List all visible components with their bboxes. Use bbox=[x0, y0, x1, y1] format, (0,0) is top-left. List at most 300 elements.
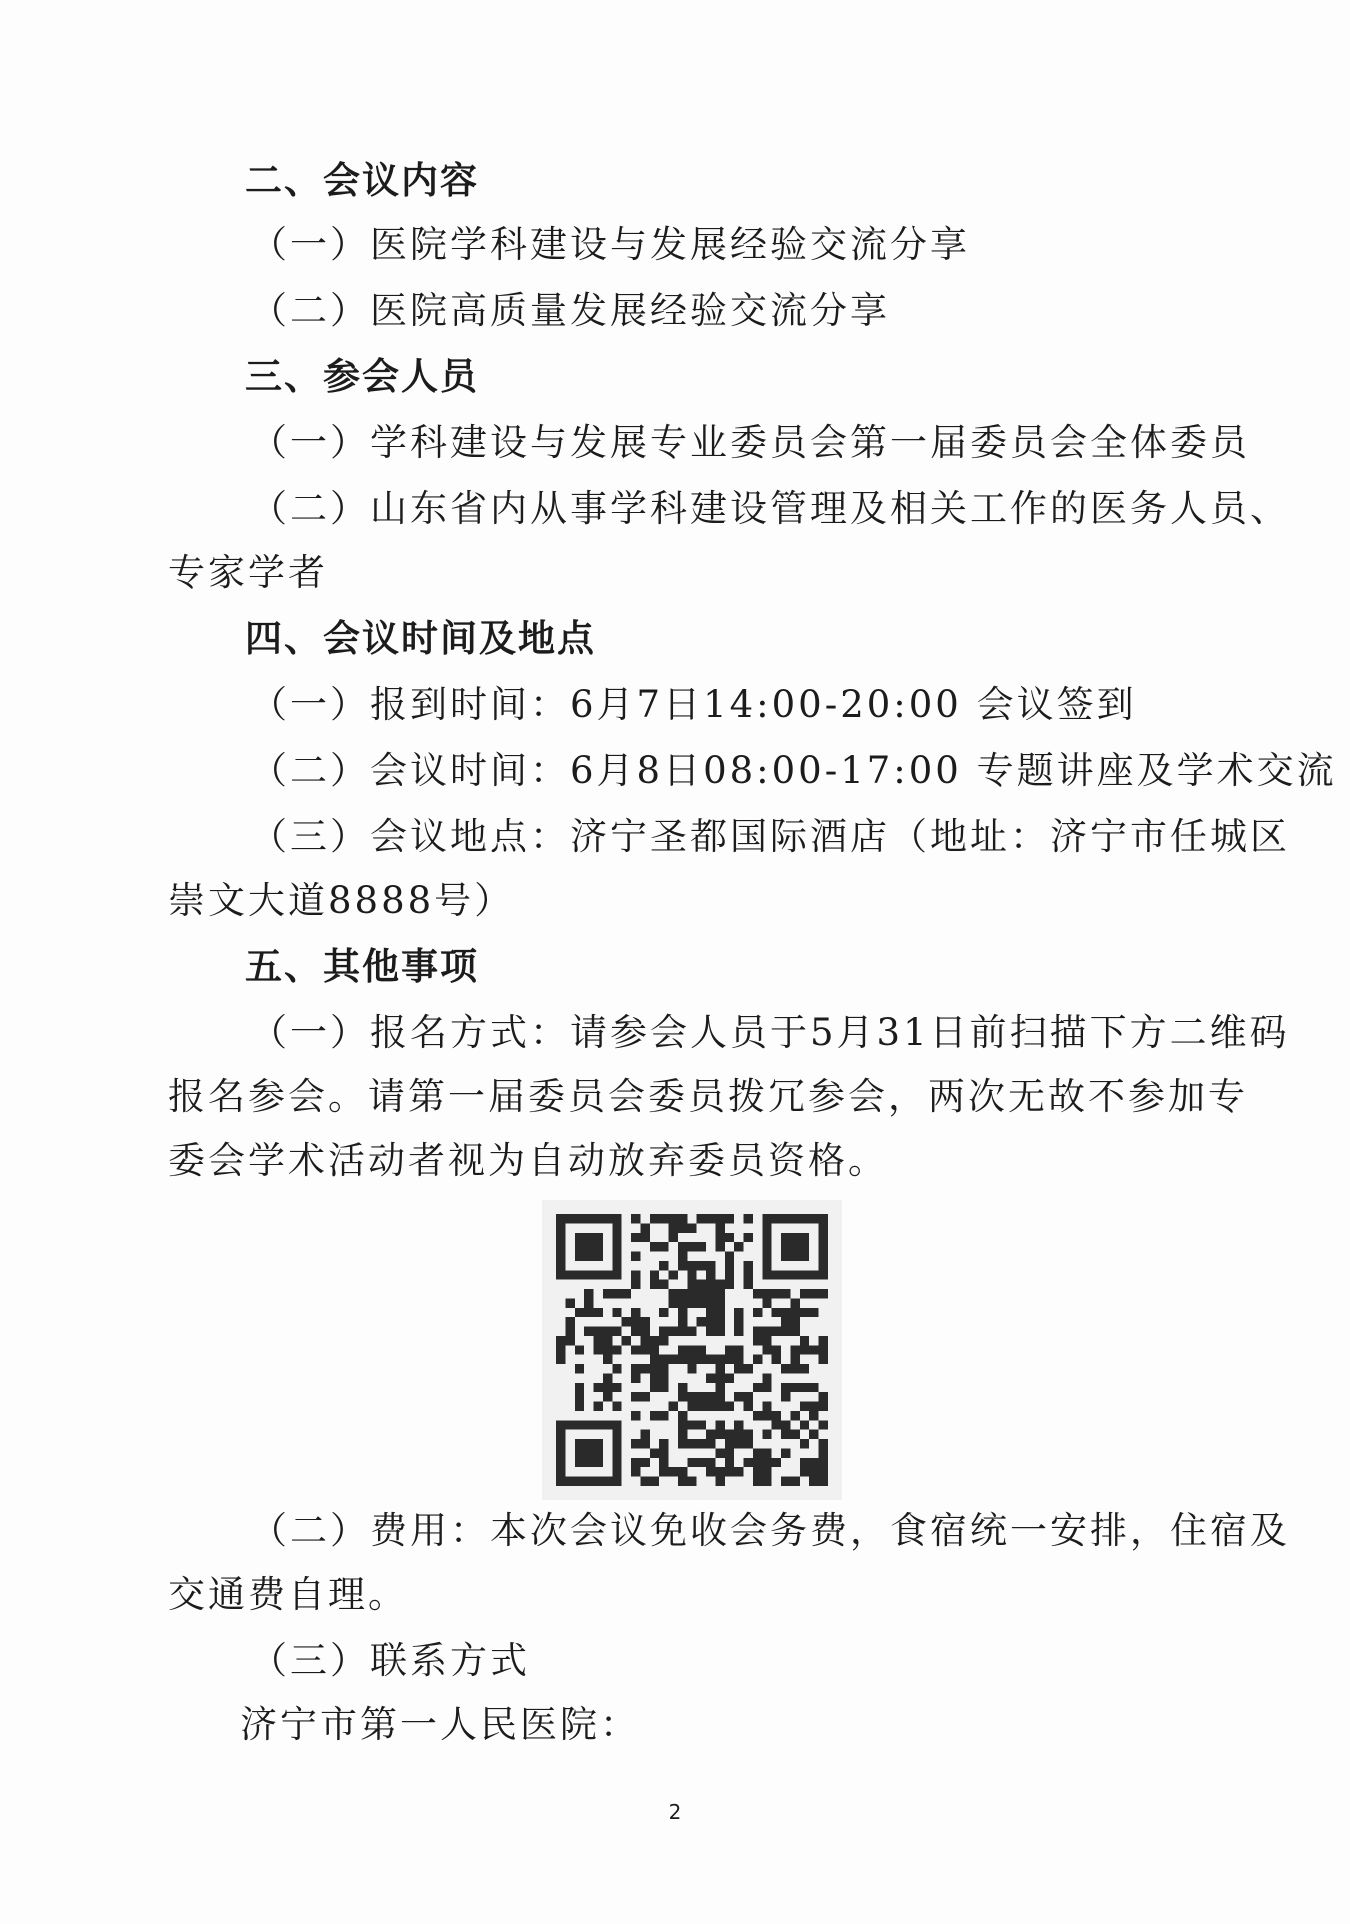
qr-module bbox=[603, 1345, 612, 1354]
qr-module bbox=[772, 1327, 781, 1336]
qr-module bbox=[678, 1383, 687, 1392]
qr-module bbox=[697, 1392, 706, 1401]
qr-module bbox=[715, 1448, 724, 1457]
qr-module bbox=[697, 1439, 706, 1448]
qr-module bbox=[715, 1364, 724, 1373]
qr-module bbox=[800, 1252, 809, 1261]
qr-module bbox=[612, 1289, 621, 1298]
qr-module bbox=[612, 1383, 621, 1392]
qr-module bbox=[631, 1270, 640, 1279]
qr-module bbox=[725, 1458, 734, 1467]
qr-module bbox=[594, 1214, 603, 1223]
qr-module bbox=[734, 1430, 743, 1439]
qr-module bbox=[744, 1430, 753, 1439]
qr-module bbox=[819, 1448, 828, 1457]
qr-module bbox=[603, 1477, 612, 1486]
qr-module bbox=[772, 1308, 781, 1317]
qr-module bbox=[612, 1345, 621, 1354]
qr-module bbox=[669, 1270, 678, 1279]
qr-module bbox=[819, 1233, 828, 1242]
qr-module bbox=[640, 1336, 649, 1345]
qr-module bbox=[631, 1233, 640, 1242]
qr-module bbox=[650, 1280, 659, 1289]
qr-module bbox=[612, 1223, 621, 1232]
qr-module bbox=[800, 1364, 809, 1373]
qr-module bbox=[678, 1261, 687, 1270]
qr-module bbox=[678, 1214, 687, 1223]
qr-module bbox=[565, 1477, 574, 1486]
qr-module bbox=[612, 1261, 621, 1270]
qr-module bbox=[650, 1242, 659, 1251]
qr-module bbox=[753, 1336, 762, 1345]
qr-module bbox=[575, 1233, 584, 1242]
content-item-2: （二）医院高质量发展经验交流分享 bbox=[250, 289, 890, 332]
qr-module bbox=[734, 1355, 743, 1364]
qr-module bbox=[612, 1430, 621, 1439]
qr-module bbox=[809, 1345, 818, 1354]
qr-module bbox=[734, 1439, 743, 1448]
qr-module bbox=[762, 1477, 771, 1486]
qr-module bbox=[687, 1364, 696, 1373]
qr-module bbox=[575, 1420, 584, 1429]
qr-module bbox=[612, 1467, 621, 1476]
qr-module bbox=[612, 1420, 621, 1429]
qr-module bbox=[565, 1214, 574, 1223]
qr-module bbox=[687, 1327, 696, 1336]
qr-module bbox=[790, 1252, 799, 1261]
qr-module bbox=[631, 1439, 640, 1448]
qr-module bbox=[800, 1336, 809, 1345]
qr-module bbox=[715, 1430, 724, 1439]
qr-module bbox=[762, 1373, 771, 1382]
qr-module bbox=[781, 1317, 790, 1326]
qr-module bbox=[715, 1420, 724, 1429]
qr-module bbox=[612, 1214, 621, 1223]
qr-module bbox=[565, 1420, 574, 1429]
qr-module bbox=[603, 1420, 612, 1429]
qr-module bbox=[584, 1458, 593, 1467]
qr-module bbox=[790, 1327, 799, 1336]
qr-module bbox=[687, 1345, 696, 1354]
qr-module bbox=[809, 1477, 818, 1486]
qr-module bbox=[669, 1223, 678, 1232]
qr-module bbox=[772, 1289, 781, 1298]
qr-module bbox=[603, 1373, 612, 1382]
qr-module bbox=[725, 1373, 734, 1382]
qr-module bbox=[622, 1336, 631, 1345]
qr-module bbox=[631, 1308, 640, 1317]
qr-module bbox=[744, 1270, 753, 1279]
qr-module bbox=[575, 1458, 584, 1467]
qr-module bbox=[678, 1242, 687, 1251]
qr-module bbox=[678, 1411, 687, 1420]
qr-module bbox=[659, 1242, 668, 1251]
qr-module bbox=[734, 1364, 743, 1373]
qr-module bbox=[697, 1402, 706, 1411]
qr-module bbox=[594, 1383, 603, 1392]
qr-module bbox=[556, 1430, 565, 1439]
qr-module bbox=[809, 1383, 818, 1392]
qr-module bbox=[762, 1289, 771, 1298]
qr-module bbox=[819, 1439, 828, 1448]
qr-module bbox=[790, 1233, 799, 1242]
qr-module bbox=[800, 1467, 809, 1476]
qr-module bbox=[715, 1327, 724, 1336]
qr-module bbox=[819, 1252, 828, 1261]
qr-module bbox=[706, 1308, 715, 1317]
qr-module bbox=[762, 1223, 771, 1232]
qr-module bbox=[640, 1439, 649, 1448]
qr-module bbox=[809, 1430, 818, 1439]
qr-module bbox=[669, 1402, 678, 1411]
qr-module bbox=[772, 1420, 781, 1429]
qr-module bbox=[594, 1458, 603, 1467]
content-item-1: （一）医院学科建设与发展经验交流分享 bbox=[250, 223, 970, 266]
qr-module bbox=[753, 1477, 762, 1486]
qr-module bbox=[800, 1402, 809, 1411]
qr-module bbox=[790, 1242, 799, 1251]
qr-module bbox=[715, 1280, 724, 1289]
qr-module bbox=[744, 1402, 753, 1411]
fee-info-cont: 交通费自理。 bbox=[168, 1573, 408, 1616]
qr-module bbox=[556, 1477, 565, 1486]
qr-module bbox=[659, 1280, 668, 1289]
qr-module bbox=[631, 1327, 640, 1336]
meeting-place-cont: 崇文大道8888号） bbox=[168, 879, 515, 922]
qr-module bbox=[575, 1448, 584, 1457]
qr-module bbox=[819, 1458, 828, 1467]
qr-module bbox=[650, 1411, 659, 1420]
qr-module bbox=[650, 1477, 659, 1486]
qr-module bbox=[687, 1270, 696, 1279]
qr-module bbox=[744, 1261, 753, 1270]
qr-module bbox=[706, 1430, 715, 1439]
qr-module bbox=[800, 1289, 809, 1298]
qr-module bbox=[790, 1355, 799, 1364]
qr-code[interactable] bbox=[542, 1200, 842, 1500]
qr-module bbox=[725, 1214, 734, 1223]
qr-module bbox=[669, 1467, 678, 1476]
qr-module bbox=[631, 1280, 640, 1289]
qr-module bbox=[781, 1420, 790, 1429]
qr-module bbox=[603, 1392, 612, 1401]
qr-module bbox=[706, 1392, 715, 1401]
qr-module bbox=[612, 1233, 621, 1242]
contact-heading: （三）联系方式 bbox=[250, 1639, 530, 1682]
qr-module bbox=[556, 1439, 565, 1448]
qr-module bbox=[556, 1242, 565, 1251]
qr-module bbox=[687, 1402, 696, 1411]
qr-module bbox=[753, 1327, 762, 1336]
qr-module bbox=[725, 1280, 734, 1289]
qr-module bbox=[706, 1373, 715, 1382]
qr-module bbox=[640, 1345, 649, 1354]
qr-module bbox=[631, 1364, 640, 1373]
qr-module bbox=[603, 1289, 612, 1298]
qr-module bbox=[715, 1373, 724, 1382]
qr-module bbox=[650, 1448, 659, 1457]
qr-module bbox=[556, 1214, 565, 1223]
qr-module bbox=[575, 1402, 584, 1411]
qr-module bbox=[640, 1364, 649, 1373]
qr-module bbox=[762, 1467, 771, 1476]
qr-module bbox=[772, 1355, 781, 1364]
qr-module bbox=[640, 1223, 649, 1232]
qr-module bbox=[612, 1439, 621, 1448]
qr-module bbox=[603, 1355, 612, 1364]
qr-module bbox=[762, 1411, 771, 1420]
qr-module bbox=[631, 1411, 640, 1420]
qr-module bbox=[725, 1355, 734, 1364]
qr-module bbox=[612, 1458, 621, 1467]
qr-module bbox=[687, 1458, 696, 1467]
qr-module bbox=[772, 1214, 781, 1223]
checkin-time: （一）报到时间：6月7日14:00-20:00 会议签到 bbox=[250, 683, 1137, 726]
qr-module bbox=[762, 1298, 771, 1307]
qr-module bbox=[734, 1317, 743, 1326]
qr-module bbox=[659, 1373, 668, 1382]
qr-module bbox=[697, 1420, 706, 1429]
qr-module bbox=[790, 1411, 799, 1420]
qr-module bbox=[594, 1233, 603, 1242]
qr-module bbox=[809, 1214, 818, 1223]
qr-module bbox=[594, 1402, 603, 1411]
registration-method-cont-1: 报名参会。请第一届委员会委员拨冗参会，两次无故不参加专 bbox=[168, 1075, 1248, 1118]
qr-module bbox=[734, 1327, 743, 1336]
attendees-item-2-cont: 专家学者 bbox=[168, 551, 328, 594]
qr-module bbox=[669, 1327, 678, 1336]
qr-module bbox=[565, 1317, 574, 1326]
qr-module bbox=[725, 1233, 734, 1242]
qr-module bbox=[584, 1298, 593, 1307]
qr-module bbox=[819, 1242, 828, 1251]
qr-module bbox=[715, 1233, 724, 1242]
qr-module bbox=[612, 1477, 621, 1486]
qr-module bbox=[725, 1448, 734, 1457]
qr-module bbox=[809, 1289, 818, 1298]
qr-module bbox=[762, 1430, 771, 1439]
qr-module bbox=[669, 1298, 678, 1307]
qr-module bbox=[687, 1223, 696, 1232]
qr-module bbox=[687, 1289, 696, 1298]
qr-module bbox=[659, 1383, 668, 1392]
qr-module bbox=[715, 1402, 724, 1411]
qr-module bbox=[622, 1317, 631, 1326]
qr-module bbox=[584, 1289, 593, 1298]
qr-module bbox=[594, 1327, 603, 1336]
page-number: 2 bbox=[668, 1800, 682, 1824]
qr-module bbox=[631, 1373, 640, 1382]
qr-module bbox=[631, 1345, 640, 1354]
qr-module bbox=[819, 1467, 828, 1476]
qr-module bbox=[781, 1448, 790, 1457]
qr-module bbox=[715, 1242, 724, 1251]
attendees-item-2: （二）山东省内从事学科建设管理及相关工作的医务人员、 bbox=[250, 487, 1290, 530]
qr-module bbox=[715, 1289, 724, 1298]
qr-module bbox=[734, 1392, 743, 1401]
attendees-item-1: （一）学科建设与发展专业委员会第一届委员会全体委员 bbox=[250, 421, 1250, 464]
qr-module bbox=[725, 1402, 734, 1411]
qr-module bbox=[594, 1308, 603, 1317]
qr-module bbox=[706, 1327, 715, 1336]
qr-module bbox=[819, 1392, 828, 1401]
qr-module bbox=[725, 1261, 734, 1270]
qr-code-icon[interactable] bbox=[556, 1214, 828, 1486]
qr-module bbox=[687, 1420, 696, 1429]
qr-module bbox=[715, 1392, 724, 1401]
qr-module bbox=[678, 1345, 687, 1354]
qr-module bbox=[809, 1467, 818, 1476]
qr-module bbox=[715, 1467, 724, 1476]
qr-module bbox=[744, 1280, 753, 1289]
qr-module bbox=[687, 1242, 696, 1251]
qr-module bbox=[762, 1448, 771, 1457]
qr-module bbox=[781, 1364, 790, 1373]
qr-module bbox=[659, 1327, 668, 1336]
qr-module bbox=[697, 1355, 706, 1364]
qr-module bbox=[772, 1270, 781, 1279]
qr-module bbox=[781, 1233, 790, 1242]
qr-module bbox=[603, 1327, 612, 1336]
qr-module bbox=[622, 1289, 631, 1298]
qr-module bbox=[800, 1458, 809, 1467]
qr-module bbox=[556, 1252, 565, 1261]
qr-module bbox=[790, 1214, 799, 1223]
qr-module bbox=[706, 1467, 715, 1476]
qr-module bbox=[650, 1270, 659, 1279]
qr-module bbox=[678, 1223, 687, 1232]
qr-module bbox=[744, 1233, 753, 1242]
qr-module bbox=[650, 1373, 659, 1382]
qr-module bbox=[584, 1214, 593, 1223]
qr-module bbox=[565, 1327, 574, 1336]
qr-module bbox=[556, 1336, 565, 1345]
qr-module bbox=[678, 1355, 687, 1364]
qr-module bbox=[697, 1214, 706, 1223]
qr-module bbox=[640, 1477, 649, 1486]
qr-module bbox=[584, 1270, 593, 1279]
qr-module bbox=[800, 1420, 809, 1429]
qr-module bbox=[659, 1336, 668, 1345]
qr-module bbox=[753, 1355, 762, 1364]
qr-module bbox=[612, 1270, 621, 1279]
qr-module bbox=[809, 1402, 818, 1411]
qr-module bbox=[659, 1448, 668, 1457]
qr-module bbox=[819, 1420, 828, 1429]
qr-module bbox=[781, 1252, 790, 1261]
qr-module bbox=[640, 1430, 649, 1439]
qr-module bbox=[556, 1420, 565, 1429]
qr-module bbox=[781, 1308, 790, 1317]
qr-module bbox=[725, 1439, 734, 1448]
qr-module bbox=[715, 1308, 724, 1317]
qr-module bbox=[697, 1280, 706, 1289]
qr-module bbox=[753, 1458, 762, 1467]
qr-module bbox=[584, 1477, 593, 1486]
qr-module bbox=[781, 1270, 790, 1279]
qr-module bbox=[790, 1477, 799, 1486]
qr-module bbox=[584, 1327, 593, 1336]
qr-module bbox=[687, 1298, 696, 1307]
qr-module bbox=[715, 1383, 724, 1392]
contact-org: 济宁市第一人民医院： bbox=[240, 1703, 640, 1746]
qr-module bbox=[687, 1261, 696, 1270]
qr-module bbox=[659, 1308, 668, 1317]
qr-module bbox=[640, 1327, 649, 1336]
qr-module bbox=[650, 1383, 659, 1392]
qr-module bbox=[762, 1270, 771, 1279]
qr-module bbox=[734, 1467, 743, 1476]
qr-module bbox=[790, 1383, 799, 1392]
qr-module bbox=[584, 1448, 593, 1457]
qr-module bbox=[762, 1402, 771, 1411]
qr-module bbox=[790, 1308, 799, 1317]
registration-method: （一）报名方式：请参会人员于5月31日前扫描下方二维码 bbox=[250, 1011, 1290, 1054]
qr-module bbox=[556, 1448, 565, 1457]
qr-module bbox=[584, 1233, 593, 1242]
qr-module bbox=[631, 1392, 640, 1401]
qr-module bbox=[678, 1477, 687, 1486]
qr-module bbox=[594, 1477, 603, 1486]
qr-module bbox=[659, 1214, 668, 1223]
qr-module bbox=[603, 1336, 612, 1345]
qr-module bbox=[762, 1261, 771, 1270]
qr-module bbox=[556, 1270, 565, 1279]
qr-module bbox=[640, 1233, 649, 1242]
qr-module bbox=[772, 1458, 781, 1467]
qr-module bbox=[706, 1317, 715, 1326]
qr-module bbox=[631, 1214, 640, 1223]
qr-module bbox=[753, 1411, 762, 1420]
qr-module bbox=[762, 1242, 771, 1251]
qr-module bbox=[715, 1355, 724, 1364]
qr-module bbox=[565, 1270, 574, 1279]
qr-module bbox=[631, 1458, 640, 1467]
qr-module bbox=[800, 1270, 809, 1279]
qr-module bbox=[753, 1467, 762, 1476]
qr-module bbox=[575, 1270, 584, 1279]
qr-module bbox=[697, 1317, 706, 1326]
qr-module bbox=[612, 1242, 621, 1251]
qr-module bbox=[781, 1327, 790, 1336]
qr-module bbox=[678, 1392, 687, 1401]
qr-module bbox=[762, 1252, 771, 1261]
qr-module bbox=[669, 1214, 678, 1223]
qr-module bbox=[594, 1345, 603, 1354]
qr-module bbox=[781, 1289, 790, 1298]
qr-module bbox=[819, 1270, 828, 1279]
registration-method-cont-2: 委会学术活动者视为自动放弃委员资格。 bbox=[168, 1139, 888, 1182]
qr-module bbox=[575, 1252, 584, 1261]
qr-module bbox=[659, 1467, 668, 1476]
qr-module bbox=[603, 1270, 612, 1279]
qr-module bbox=[678, 1420, 687, 1429]
qr-module bbox=[650, 1336, 659, 1345]
qr-module bbox=[594, 1420, 603, 1429]
qr-module bbox=[687, 1477, 696, 1486]
qr-module bbox=[556, 1223, 565, 1232]
qr-module bbox=[790, 1364, 799, 1373]
qr-module bbox=[762, 1345, 771, 1354]
qr-module bbox=[734, 1420, 743, 1429]
qr-module bbox=[594, 1270, 603, 1279]
qr-module bbox=[790, 1345, 799, 1354]
qr-module bbox=[753, 1289, 762, 1298]
qr-module bbox=[772, 1411, 781, 1420]
qr-module bbox=[575, 1242, 584, 1251]
qr-module bbox=[800, 1439, 809, 1448]
section-heading-content: 二、会议内容 bbox=[245, 159, 479, 202]
